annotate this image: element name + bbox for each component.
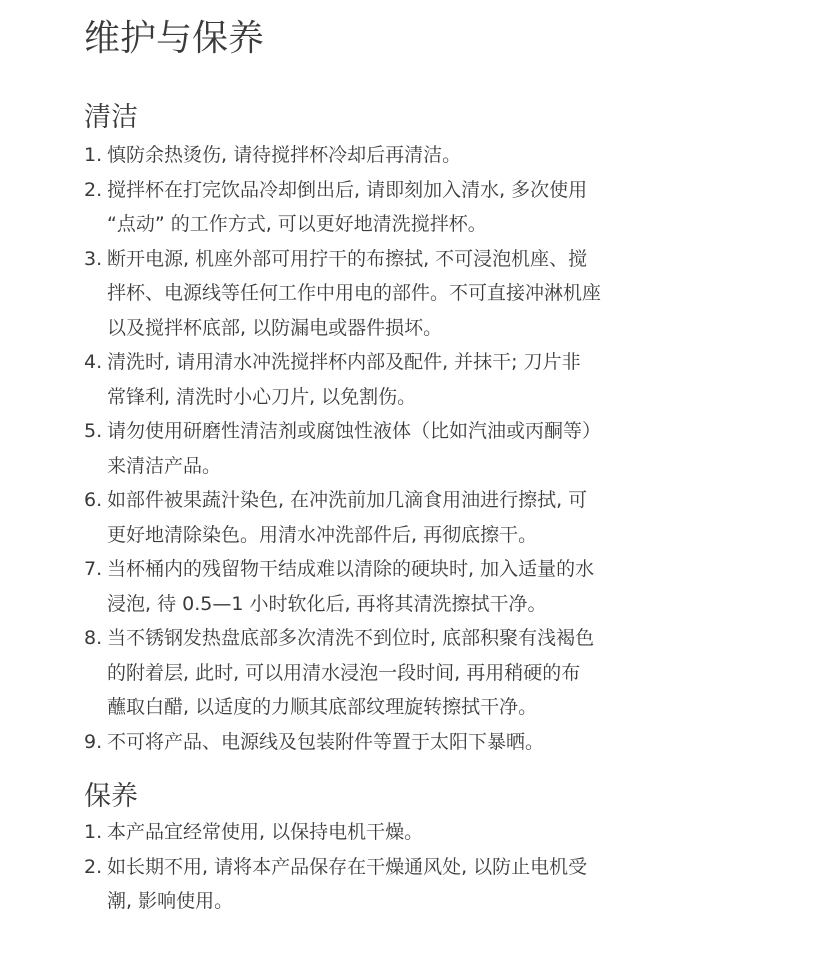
item-text bbox=[107, 815, 704, 850]
cleaning-item bbox=[84, 345, 704, 414]
cleaning-item bbox=[84, 552, 704, 621]
item-text-line: 断开电源, 机座外部可用拧干的布擦拭, 不可浸泡机座、搅 bbox=[107, 247, 588, 270]
cleaning-item bbox=[84, 138, 704, 173]
item-text-line: 常锋利, 清洗时小心刀片, 以免割伤。 bbox=[107, 385, 417, 408]
cleaning-heading: 清洁 bbox=[84, 102, 138, 133]
care-list bbox=[84, 815, 704, 919]
item-text-line: 本产品宜经常使用, 以保持电机干燥。 bbox=[107, 821, 424, 843]
cleaning-list bbox=[84, 138, 704, 759]
care-item bbox=[84, 815, 704, 850]
item-number: 7. bbox=[84, 558, 103, 580]
item-text-line: 拌杯、电源线等任何工作中用电的部件。不可直接冲淋机座 bbox=[107, 282, 602, 304]
item-text-line: 搅拌杯在打完饮品冷却倒出后, 请即刻加入清水, 多次使用 bbox=[107, 178, 588, 201]
item-number: 2. bbox=[84, 178, 103, 201]
cleaning-item bbox=[84, 621, 704, 725]
item-text-line: 蘸取白醋, 以适度的力顺其底部纹理旋转擦拭干净。 bbox=[107, 696, 538, 718]
page-title: 维护与保养 bbox=[84, 18, 265, 59]
item-number: 9. bbox=[84, 730, 103, 753]
care-item bbox=[84, 850, 704, 919]
item-text bbox=[107, 414, 704, 483]
item-text-line: 来清洁产品。 bbox=[107, 454, 222, 477]
item-text-line: 当杯桶内的残留物干结成难以清除的硬块时, 加入适量的水 bbox=[107, 558, 595, 580]
item-text-line: 潮, 影响使用。 bbox=[107, 890, 234, 912]
item-text-line: 请勿使用研磨性清洁剂或腐蚀性液体（比如汽油或丙酮等） bbox=[107, 420, 602, 442]
item-text bbox=[107, 483, 704, 552]
item-text-line: 的附着层, 此时, 可以用清水浸泡一段时间, 再用稍硬的布 bbox=[107, 661, 581, 684]
item-text bbox=[107, 552, 704, 621]
item-text bbox=[107, 725, 704, 760]
cleaning-item bbox=[84, 725, 704, 760]
item-number: 1. bbox=[84, 144, 103, 166]
item-text bbox=[107, 173, 704, 242]
item-text-line: 浸泡, 待 0.5—1 小时软化后, 再将其清洗擦拭干净。 bbox=[107, 592, 547, 615]
item-text bbox=[107, 345, 704, 414]
item-number: 8. bbox=[84, 627, 103, 649]
item-number: 5. bbox=[84, 420, 103, 442]
item-number: 1. bbox=[84, 821, 103, 843]
item-text-line: 不可将产品、电源线及包装附件等置于太阳下暴晒。 bbox=[107, 730, 545, 753]
item-text-line: 更好地清除染色。用清水冲洗部件后, 再彻底擦干。 bbox=[107, 523, 538, 546]
cleaning-item bbox=[84, 242, 704, 346]
cleaning-item bbox=[84, 173, 704, 242]
item-text-line: 如长期不用, 请将本产品保存在干燥通风处, 以防止电机受 bbox=[107, 855, 588, 878]
item-text-line: “点动” 的工作方式, 可以更好地清洗搅拌杯。 bbox=[107, 213, 487, 235]
item-text-line: 清洗时, 请用清水冲洗搅拌杯内部及配件, 并抹干; 刀片非 bbox=[107, 351, 581, 373]
item-number: 2. bbox=[84, 855, 103, 878]
cleaning-item bbox=[84, 483, 704, 552]
item-number: 4. bbox=[84, 351, 103, 373]
item-number: 3. bbox=[84, 247, 103, 270]
item-text-line: 如部件被果蔬汁染色, 在冲洗前加几滴食用油进行擦拭, 可 bbox=[107, 489, 588, 511]
item-text bbox=[107, 242, 704, 346]
cleaning-item bbox=[84, 414, 704, 483]
item-text-line: 慎防余热烫伤, 请待搅拌杯冷却后再清洁。 bbox=[107, 144, 462, 166]
item-number: 6. bbox=[84, 489, 103, 511]
item-text bbox=[107, 850, 704, 919]
item-text-line: 当不锈钢发热盘底部多次清洗不到位时, 底部积聚有浅褐色 bbox=[107, 627, 595, 649]
item-text bbox=[107, 621, 704, 725]
item-text-line: 以及搅拌杯底部, 以防漏电或器件损坏。 bbox=[107, 316, 443, 339]
care-heading: 保养 bbox=[84, 781, 138, 812]
item-text bbox=[107, 138, 704, 173]
